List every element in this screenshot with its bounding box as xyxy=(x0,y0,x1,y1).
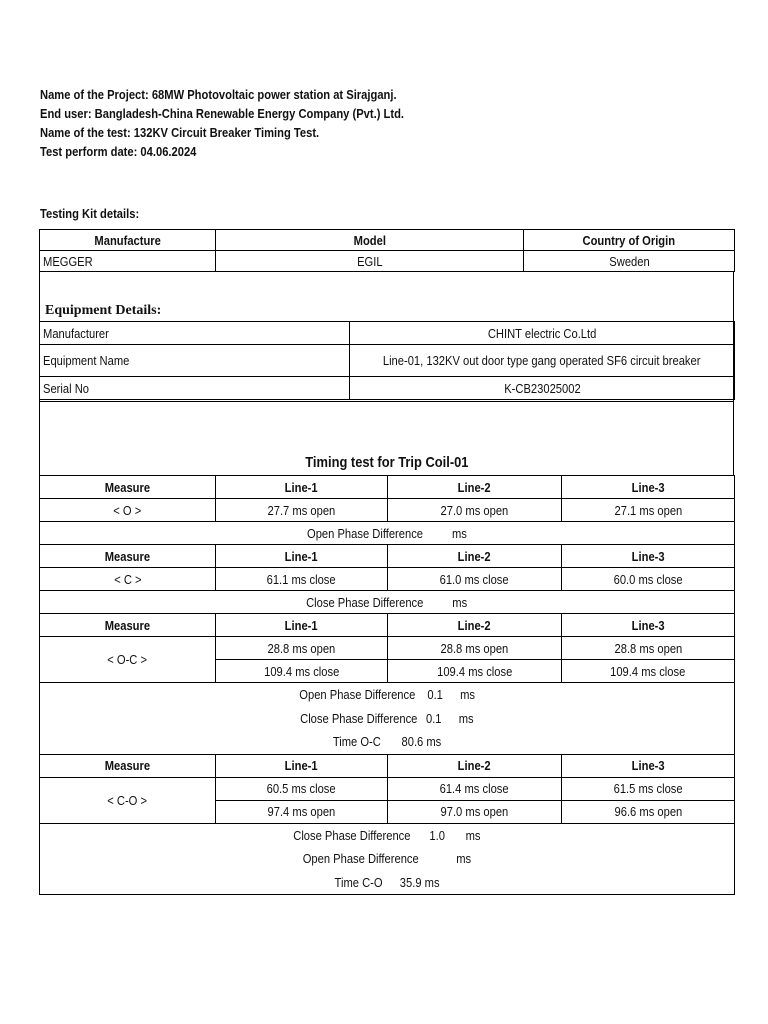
measure-header: Measure xyxy=(40,545,216,568)
equipment-table xyxy=(39,321,735,400)
measure-header: Measure xyxy=(40,476,216,499)
project-name-line: Name of the Project: 68MW Photovoltaic power station at Sirajganj. xyxy=(40,87,397,102)
close-open-time: Time C-O 35.9 ms xyxy=(334,874,440,890)
line1-header: Line-1 xyxy=(216,614,388,637)
close-open-line1-open: 97.4 ms open xyxy=(216,800,388,823)
open-row xyxy=(40,499,735,522)
open-line1: 27.7 ms open xyxy=(216,499,388,522)
testing-kit-title: Testing Kit details: xyxy=(40,206,140,221)
close-open-line3-close: 61.5 ms close xyxy=(562,777,735,800)
equipment-value: CHINT electric Co.Ltd xyxy=(350,322,735,345)
open-line2: 27.0 ms open xyxy=(388,499,562,522)
equipment-row xyxy=(40,322,735,345)
close-phase-difference: Close Phase Difference ms xyxy=(40,591,735,614)
equipment-label: Manufacturer xyxy=(40,322,350,345)
report-header xyxy=(40,85,740,161)
open-close-open-diff: Open Phase Difference 0.1 ms xyxy=(299,687,475,702)
close-open-line2-close: 61.4 ms close xyxy=(388,777,562,800)
line1-header: Line-1 xyxy=(216,476,388,499)
line3-header: Line-3 xyxy=(562,476,735,499)
open-phase-difference: Open Phase Difference ms xyxy=(40,522,735,545)
close-measure: < C > xyxy=(40,568,216,591)
equipment-value: Line-01, 132KV out door type gang operated SF6 circuit breaker xyxy=(350,345,735,377)
open-close-line2-close: 109.4 ms close xyxy=(388,660,562,683)
close-open-measure: < C-O > xyxy=(40,777,216,823)
equipment-title: Equipment Details: xyxy=(45,303,162,318)
open-close-measure: < O-C > xyxy=(40,637,216,683)
line2-header: Line-2 xyxy=(388,614,562,637)
line3-header: Line-3 xyxy=(562,754,735,777)
open-close-line3-open: 28.8 ms open xyxy=(562,637,735,660)
kit-header-country: Country of Origin xyxy=(524,230,735,251)
open-close-summary-row xyxy=(40,683,735,755)
open-close-line1-close: 109.4 ms close xyxy=(216,660,388,683)
kit-header-model: Model xyxy=(216,230,524,251)
close-open-open-diff: Open Phase Difference ms xyxy=(302,851,472,866)
testing-kit-table xyxy=(39,229,735,272)
open-close-row xyxy=(40,637,735,660)
timing-header-row xyxy=(40,476,735,499)
timing-title: Timing test for Trip Coil-01 xyxy=(304,454,469,471)
line2-header: Line-2 xyxy=(388,754,562,777)
open-close-line3-close: 109.4 ms close xyxy=(562,660,735,683)
open-line3: 27.1 ms open xyxy=(562,499,735,522)
kit-manufacture-value: MEGGER xyxy=(40,251,216,272)
timing-section xyxy=(39,400,734,476)
timing-table xyxy=(39,475,735,895)
open-close-summary xyxy=(40,683,735,755)
close-open-line2-open: 97.0 ms open xyxy=(388,800,562,823)
line3-header: Line-3 xyxy=(562,545,735,568)
equipment-row xyxy=(40,345,735,377)
equipment-row xyxy=(40,377,735,400)
close-open-line3-open: 96.6 ms open xyxy=(562,800,735,823)
equipment-value: K-CB23025002 xyxy=(350,377,735,400)
close-open-close-diff: Close Phase Difference 1.0 ms xyxy=(293,827,481,843)
open-measure: < O > xyxy=(40,499,216,522)
close-open-summary-row xyxy=(40,823,735,895)
test-name-line: Name of the test: 132KV Circuit Breaker Timing Test. xyxy=(40,125,320,140)
close-open-row xyxy=(40,777,735,800)
measure-header: Measure xyxy=(40,614,216,637)
test-date-line: Test perform date: 04.06.2024 xyxy=(40,144,197,159)
line1-header: Line-1 xyxy=(216,545,388,568)
open-close-line1-open: 28.8 ms open xyxy=(216,637,388,660)
equipment-label: Equipment Name xyxy=(40,345,350,377)
line1-header: Line-1 xyxy=(216,754,388,777)
measure-header: Measure xyxy=(40,754,216,777)
kit-header-manufacture: Manufacture xyxy=(40,230,216,251)
line2-header: Line-2 xyxy=(388,545,562,568)
open-close-close-diff: Close Phase Difference 0.1 ms xyxy=(300,710,474,726)
testing-kit-header-row xyxy=(40,230,735,251)
close-open-summary xyxy=(40,823,735,895)
open-close-time: Time O-C 80.6 ms xyxy=(332,734,442,749)
close-row xyxy=(40,568,735,591)
kit-model-value: EGIL xyxy=(216,251,524,272)
line2-header: Line-2 xyxy=(388,476,562,499)
testing-kit-data-row xyxy=(40,251,735,272)
kit-country-value: Sweden xyxy=(524,251,735,272)
open-close-line2-open: 28.8 ms open xyxy=(388,637,562,660)
close-line1: 61.1 ms close xyxy=(216,568,388,591)
close-line3: 60.0 ms close xyxy=(562,568,735,591)
close-phase-difference-row xyxy=(40,591,735,614)
timing-header-row xyxy=(40,614,735,637)
timing-header-row xyxy=(40,545,735,568)
line3-header: Line-3 xyxy=(562,614,735,637)
close-open-line1-close: 60.5 ms close xyxy=(216,777,388,800)
timing-header-row xyxy=(40,754,735,777)
close-line2: 61.0 ms close xyxy=(388,568,562,591)
open-phase-difference-row xyxy=(40,522,735,545)
end-user-line: End user: Bangladesh-China Renewable Energy Company (Pvt.) Ltd. xyxy=(40,106,405,121)
equipment-label: Serial No xyxy=(40,377,350,400)
